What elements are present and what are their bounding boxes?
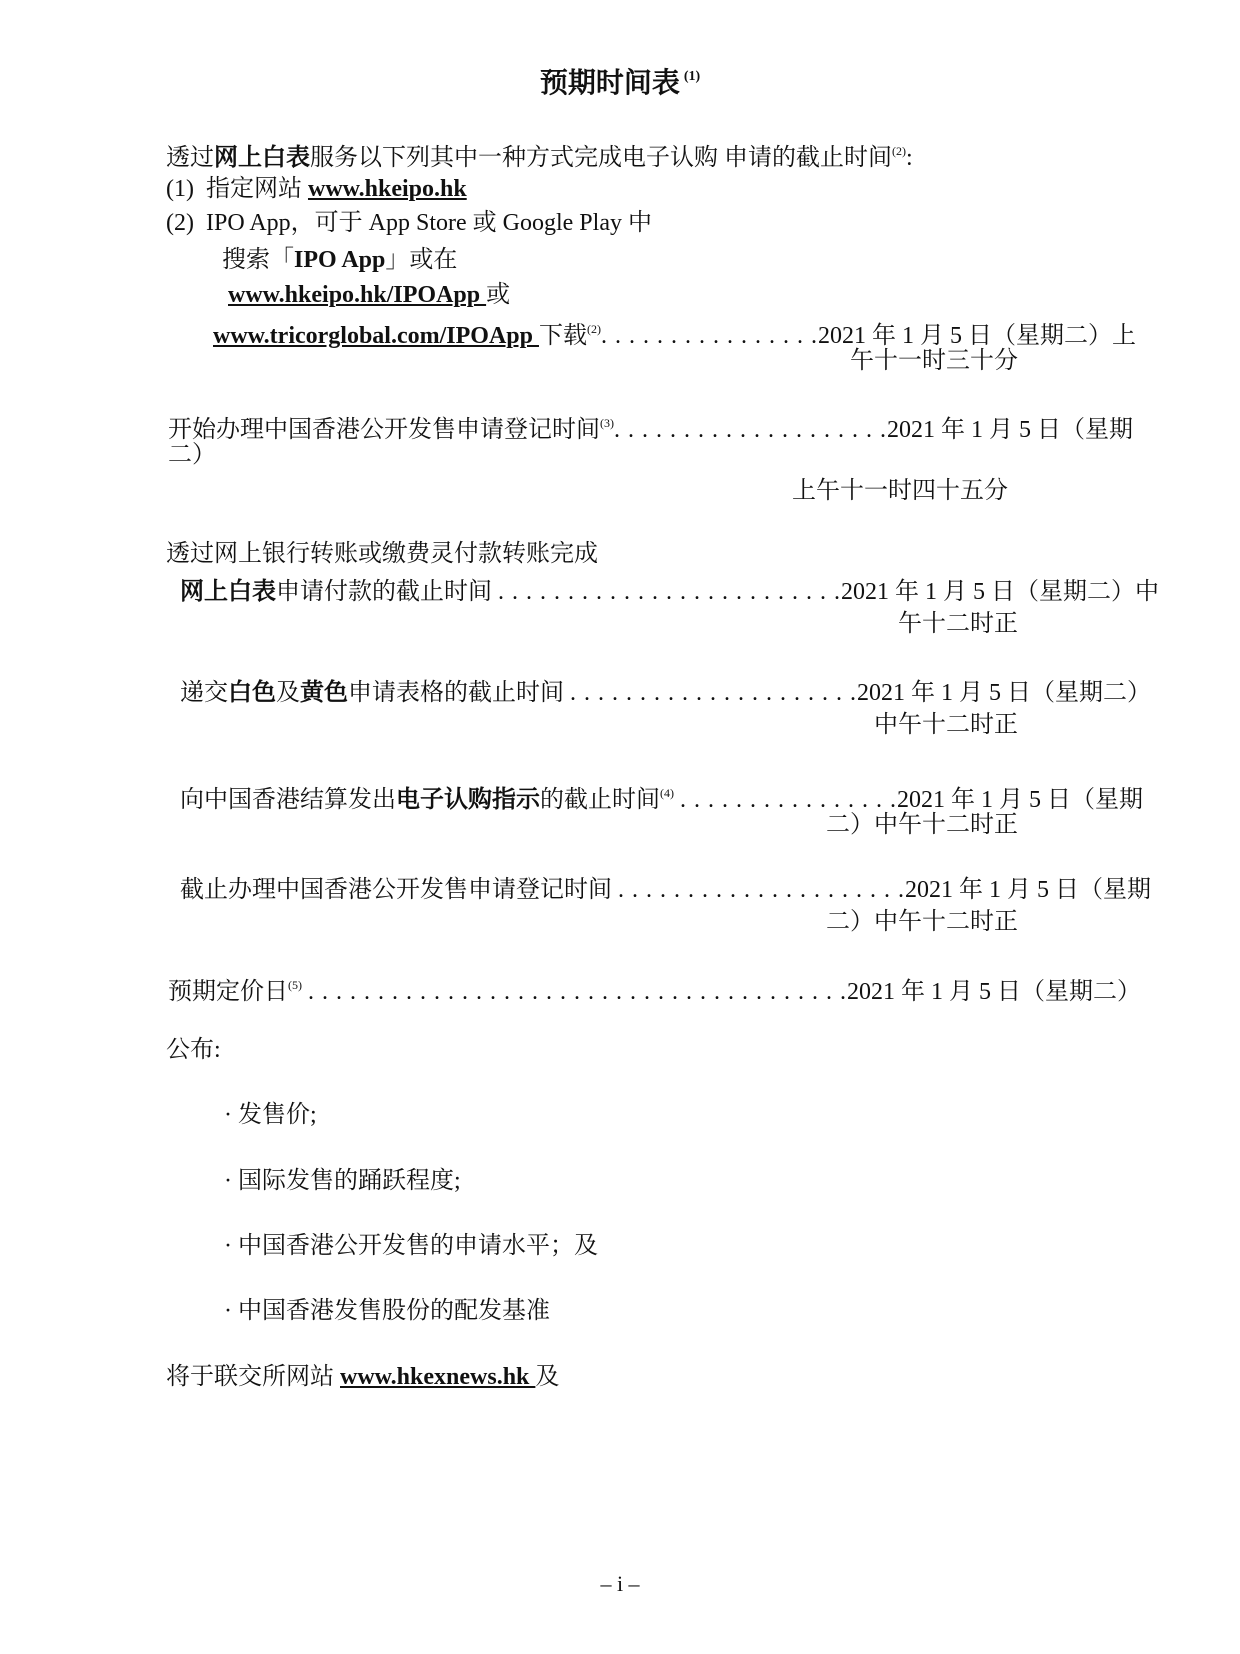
tricorglobal-ipoapp-link[interactable]: www.tricorglobal.com/IPOApp <box>213 323 539 349</box>
forms-deadline-time: 中午十二时正 <box>874 712 1018 738</box>
registration-open-date-tail: 二） <box>168 442 216 468</box>
electronic-deadline-date: 2021 年 1 月 5 日（星期 <box>897 787 1143 813</box>
online-item-1: (1) 指定网站 www.hkeipo.hk <box>166 176 467 202</box>
payment-row: 网上白表申请付款的截止时间 . . . . . . . . . . . . . . . . . . . . . . . . .2021 年 1 月 5 日（星期二）中 <box>180 579 1159 605</box>
payment-deadline-time: 午十二时正 <box>898 611 1018 637</box>
registration-open-row: 开始办理中国香港公开发售申请登记时间$^{(3)}$. . . . . . . . . . . . . . . . . . . .2021 年 1 月 5 日（星期 <box>168 416 1133 443</box>
online-deadline-date: 2021 年 1 月 5 日（星期二）上 <box>817 323 1136 349</box>
online-item-2-link2-line: www.tricorglobal.com/IPOApp 下载$^{(2)}$. . . . . . . . . . . . . . . .2021 年 1 月 5 日（星期二）上 <box>213 322 1136 349</box>
announce-label: 公布: <box>166 1037 221 1063</box>
pricing-row: 预期定价日$^{(5)}$ . . . . . . . . . . . . . . . . . . . . . . . . . . . . . . . . . . . . . . .2021 年 1 月 5 日（星期二） <box>168 978 1141 1005</box>
payment-intro: 透过网上银行转账或缴费灵付款转账完成 <box>166 541 598 567</box>
forms-row: 递交白色及黄色申请表格的截止时间 . . . . . . . . . . . . . . . . . . . . .2021 年 1 月 5 日（星期二） <box>180 680 1151 706</box>
payment-deadline-date: 2021 年 1 月 5 日（星期二）中 <box>841 579 1159 605</box>
online-item-2-link1-line: www.hkeipo.hk/IPOApp 或 <box>228 282 511 308</box>
online-item-2-search: 搜索「IPO App」或在 <box>222 247 458 273</box>
announce-final: 将于联交所网站 www.hkexnews.hk 及 <box>166 1364 560 1390</box>
announce-bullet: · 国际发售的踊跃程度; <box>224 1168 461 1194</box>
announce-bullet: · 中国香港发售股份的配发基准 <box>224 1298 550 1324</box>
forms-deadline-date: 2021 年 1 月 5 日（星期二） <box>857 680 1151 706</box>
pricing-date: 2021 年 1 月 5 日（星期二） <box>847 979 1141 1005</box>
page-title: 预期时间表 $^{(1)}$ <box>539 66 701 99</box>
online-item-2: (2) IPO App，可于 App Store 或 Google Play 中 <box>166 210 652 236</box>
title-footnote: (1) <box>683 69 701 84</box>
hkeipo-link[interactable]: www.hkeipo.hk <box>307 176 467 202</box>
electronic-row: 向中国香港结算发出电子认购指示的截止时间$^{(4)}$ . . . . . . . . . . . . . . . .2021 年 1 月 5 日（星期 <box>180 786 1143 813</box>
registration-close-date: 2021 年 1 月 5 日（星期 <box>905 877 1151 903</box>
page-number: – i – <box>600 1571 640 1596</box>
announce-bullet: · 中国香港公开发售的申请水平；及 <box>224 1233 598 1259</box>
registration-open-date: 2021 年 1 月 5 日（星期 <box>887 417 1133 443</box>
announce-bullet: · 发售价; <box>224 1102 317 1128</box>
online-deadline-time: 午十一时三十分 <box>850 348 1018 374</box>
registration-open-time: 上午十一时四十五分 <box>792 478 1008 504</box>
registration-close-row: 截止办理中国香港公开发售申请登记时间 . . . . . . . . . . . . . . . . . . . . .2021 年 1 月 5 日（星期 <box>180 877 1151 903</box>
electronic-deadline-time: 二）中午十二时正 <box>826 812 1018 838</box>
hkeipo-ipoapp-link[interactable]: www.hkeipo.hk/IPOApp <box>228 282 487 308</box>
online-intro: 透过网上白表服务以下列其中一种方式完成电子认购 申请的截止时间$^{(2)}$: <box>166 144 913 171</box>
hkexnews-link[interactable]: www.hkexnews.hk <box>340 1364 536 1390</box>
registration-close-time: 二）中午十二时正 <box>826 909 1018 935</box>
